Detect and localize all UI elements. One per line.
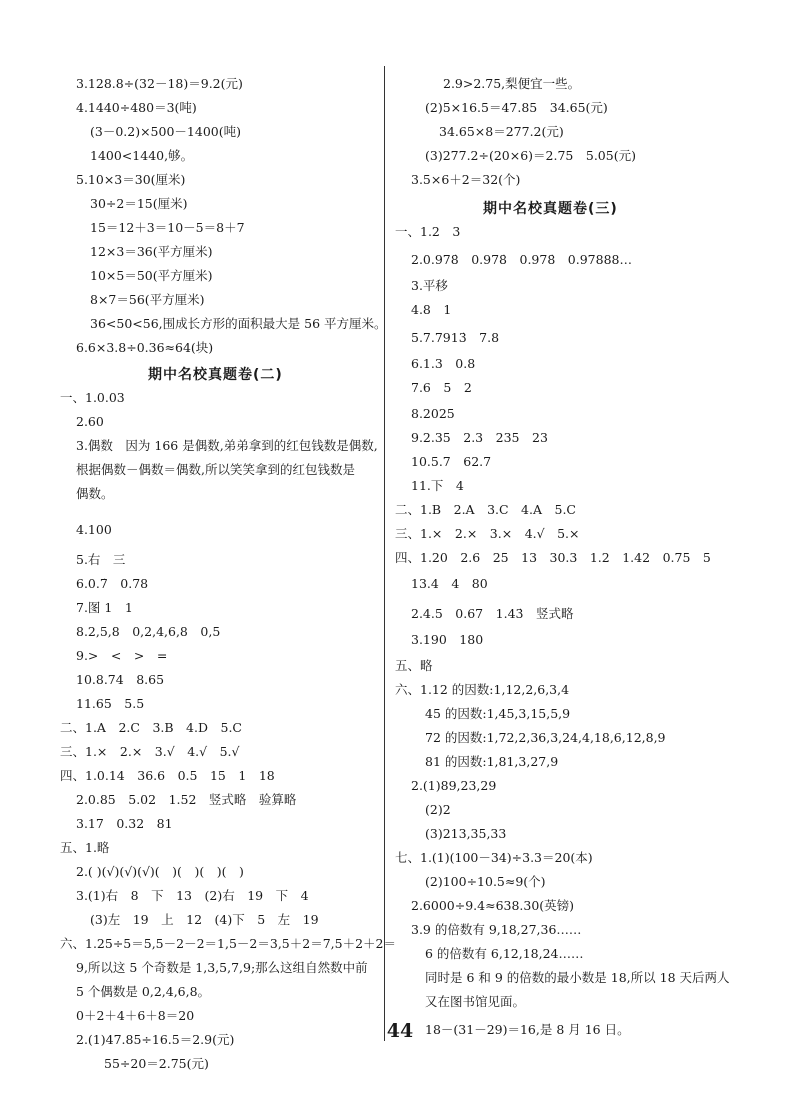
- answer-line: 81 的因数:1,81,3,27,9: [425, 754, 559, 769]
- answer-line: 又在图书馆见面。: [425, 994, 526, 1009]
- answer-line: 3.17 0.32 81: [76, 816, 173, 831]
- answer-line: 3.5×6＋2＝32(个): [411, 172, 521, 187]
- answer-line: 根据偶数－偶数＝偶数,所以笑笑拿到的红包钱数是: [76, 462, 355, 477]
- answer-line: 10.5.7 62.7: [411, 454, 492, 469]
- answer-line: 9.2.35 2.3 235 23: [411, 430, 548, 445]
- answer-line: 30÷2＝15(厘米): [90, 196, 188, 211]
- answer-line: 10×5＝50(平方厘米): [90, 268, 213, 283]
- answer-line: (2)100÷10.5≈9(个): [425, 874, 546, 889]
- answer-line: 3.平移: [411, 278, 448, 293]
- answer-line: 二、1.B 2.A 3.C 4.A 5.C: [395, 502, 577, 517]
- answer-line: 五、略: [395, 658, 433, 673]
- answer-line: 8×7＝56(平方厘米): [90, 292, 205, 307]
- answer-line: 2.(1)89,23,29: [411, 778, 497, 793]
- answer-line: 2.9>2.75,梨便宜一些。: [443, 76, 581, 91]
- answer-line: 6 的倍数有 6,12,18,24……: [425, 946, 584, 961]
- answer-line: 13.4 4 80: [411, 576, 488, 591]
- answer-line: 11.65 5.5: [76, 696, 145, 711]
- answer-line: 10.8.74 8.65: [76, 672, 165, 687]
- answer-line: (3)213,35,33: [425, 826, 507, 841]
- answer-line: 4.1440÷480＝3(吨): [76, 100, 197, 115]
- answer-line: 5.右 三: [76, 552, 126, 567]
- answer-line: (3)左 19 上 12 (4)下 5 左 19: [90, 912, 319, 927]
- answer-line: (2)2: [425, 802, 451, 817]
- answer-line: 3.(1)右 8 下 13 (2)右 19 下 4: [76, 888, 309, 903]
- answer-line: 36<50<56,围成长方形的面积最大是 56 平方厘米。: [90, 316, 387, 331]
- answer-line: 四、1.0.14 36.6 0.5 15 1 18: [60, 768, 275, 783]
- answer-line: 2.0.978̇ 0.978̇ 0.978̇ 0.97888…: [411, 252, 632, 267]
- answer-line: 3.9 的倍数有 9,18,27,36……: [411, 922, 582, 937]
- answer-line: 9.> < > =: [76, 648, 168, 663]
- answer-line: 3.偶数 因为 166 是偶数,弟弟拿到的红包钱数是偶数,: [76, 438, 378, 453]
- answer-line: 34.65×8＝277.2(元): [439, 124, 564, 139]
- answer-line: 一、1.0.03: [60, 390, 125, 405]
- answer-line: 2.60: [76, 414, 104, 429]
- answer-line: 7.图 1 1: [76, 600, 133, 615]
- answer-line: 六、1.25÷5＝5,5－2－2＝1,5－2＝3,5＋2＝7,5＋2＋2＝: [60, 936, 396, 951]
- answer-line: 同时是 6 和 9 的倍数的最小数是 18,所以 18 天后两人: [425, 970, 730, 985]
- answer-line: 七、1.(1)(100－34)÷3.3＝20(本): [395, 850, 593, 865]
- answer-line: 6.6×3.8÷0.36≈64(块): [76, 340, 214, 355]
- answer-line: 五、1.略: [60, 840, 110, 855]
- answer-line: 5.10×3＝30(厘米): [76, 172, 186, 187]
- answer-line: 3.190 180: [411, 632, 484, 647]
- answer-line: 72 的因数:1,72,2,36,3,24,4,18,6,12,8,9: [425, 730, 666, 745]
- answer-line: (3－0.2)×500－1400(吨): [90, 124, 241, 139]
- section-heading: 期中名校真题卷(三): [483, 201, 618, 217]
- answer-line: (3)277.2÷(20×6)＝2.75 5.05(元): [425, 148, 636, 163]
- answer-line: (2)5×16.5＝47.85 34.65(元): [425, 100, 608, 115]
- answer-line: 三、1.× 2.× 3.× 4.√ 5.×: [395, 526, 580, 541]
- answer-line: 二、1.A 2.C 3.B 4.D 5.C: [60, 720, 242, 735]
- answer-line: 3.128.8÷(32－18)＝9.2(元): [76, 76, 243, 91]
- answer-line: 15＝12＋3＝10－5＝8＋7: [90, 220, 245, 235]
- answer-line: 18－(31－29)＝16,是 8 月 16 日。: [425, 1022, 630, 1037]
- page-number: 44: [386, 1020, 414, 1042]
- answer-line: 一、1.2 3: [395, 224, 461, 239]
- answer-line: 三、1.× 2.× 3.√ 4.√ 5.√: [60, 744, 240, 759]
- answer-line: 5 个偶数是 0,2,4,6,8。: [76, 984, 211, 999]
- answer-line: 六、1.12 的因数:1,12,2,6,3,4: [395, 682, 570, 697]
- answer-line: 8.2025: [411, 406, 455, 421]
- answer-line: 45 的因数:1,45,3,15,5,9: [425, 706, 571, 721]
- answer-line: 2.( )(√)(√)(√)( )( )( )( ): [76, 864, 244, 879]
- answer-line: 2.6000÷9.4≈638.30(英镑): [411, 898, 575, 913]
- answer-line: 11.下 4: [411, 478, 464, 493]
- answer-line: 1400<1440,够。: [90, 148, 194, 163]
- answer-line: 4.100: [76, 522, 112, 537]
- answer-line: 9,所以这 5 个奇数是 1,3,5,7,9;那么这组自然数中前: [76, 960, 368, 975]
- column-divider: [384, 66, 385, 1041]
- answer-line: 6.1.3 0.8: [411, 356, 476, 371]
- answer-line: 2.0.85 5.02 1.52 竖式略 验算略: [76, 792, 297, 807]
- answer-line: 7.6 5 2: [411, 380, 472, 395]
- section-heading: 期中名校真题卷(二): [148, 367, 283, 383]
- answer-line: 5.7.7913̇ 7.8: [411, 330, 500, 345]
- answer-line: 偶数。: [76, 486, 114, 501]
- answer-line: 0＋2＋4＋6＋8＝20: [76, 1008, 195, 1023]
- answer-line: 2.4.5 0.67 1.43̇ 竖式略: [411, 606, 574, 621]
- answer-line: 12×3＝36(平方厘米): [90, 244, 213, 259]
- answer-line: 2.(1)47.85÷16.5＝2.9(元): [76, 1032, 235, 1047]
- answer-line: 4.8 1: [411, 302, 452, 317]
- answer-line: 8.2,5,8 0,2,4,6,8 0,5: [76, 624, 221, 639]
- answer-line: 四、1.20 2.6 25 13 30.3 1.2 1.42 0.75 5: [395, 550, 711, 565]
- answer-line: 55÷20＝2.75(元): [104, 1056, 209, 1071]
- answer-line: 6.0.7̇ 0.78: [76, 576, 149, 591]
